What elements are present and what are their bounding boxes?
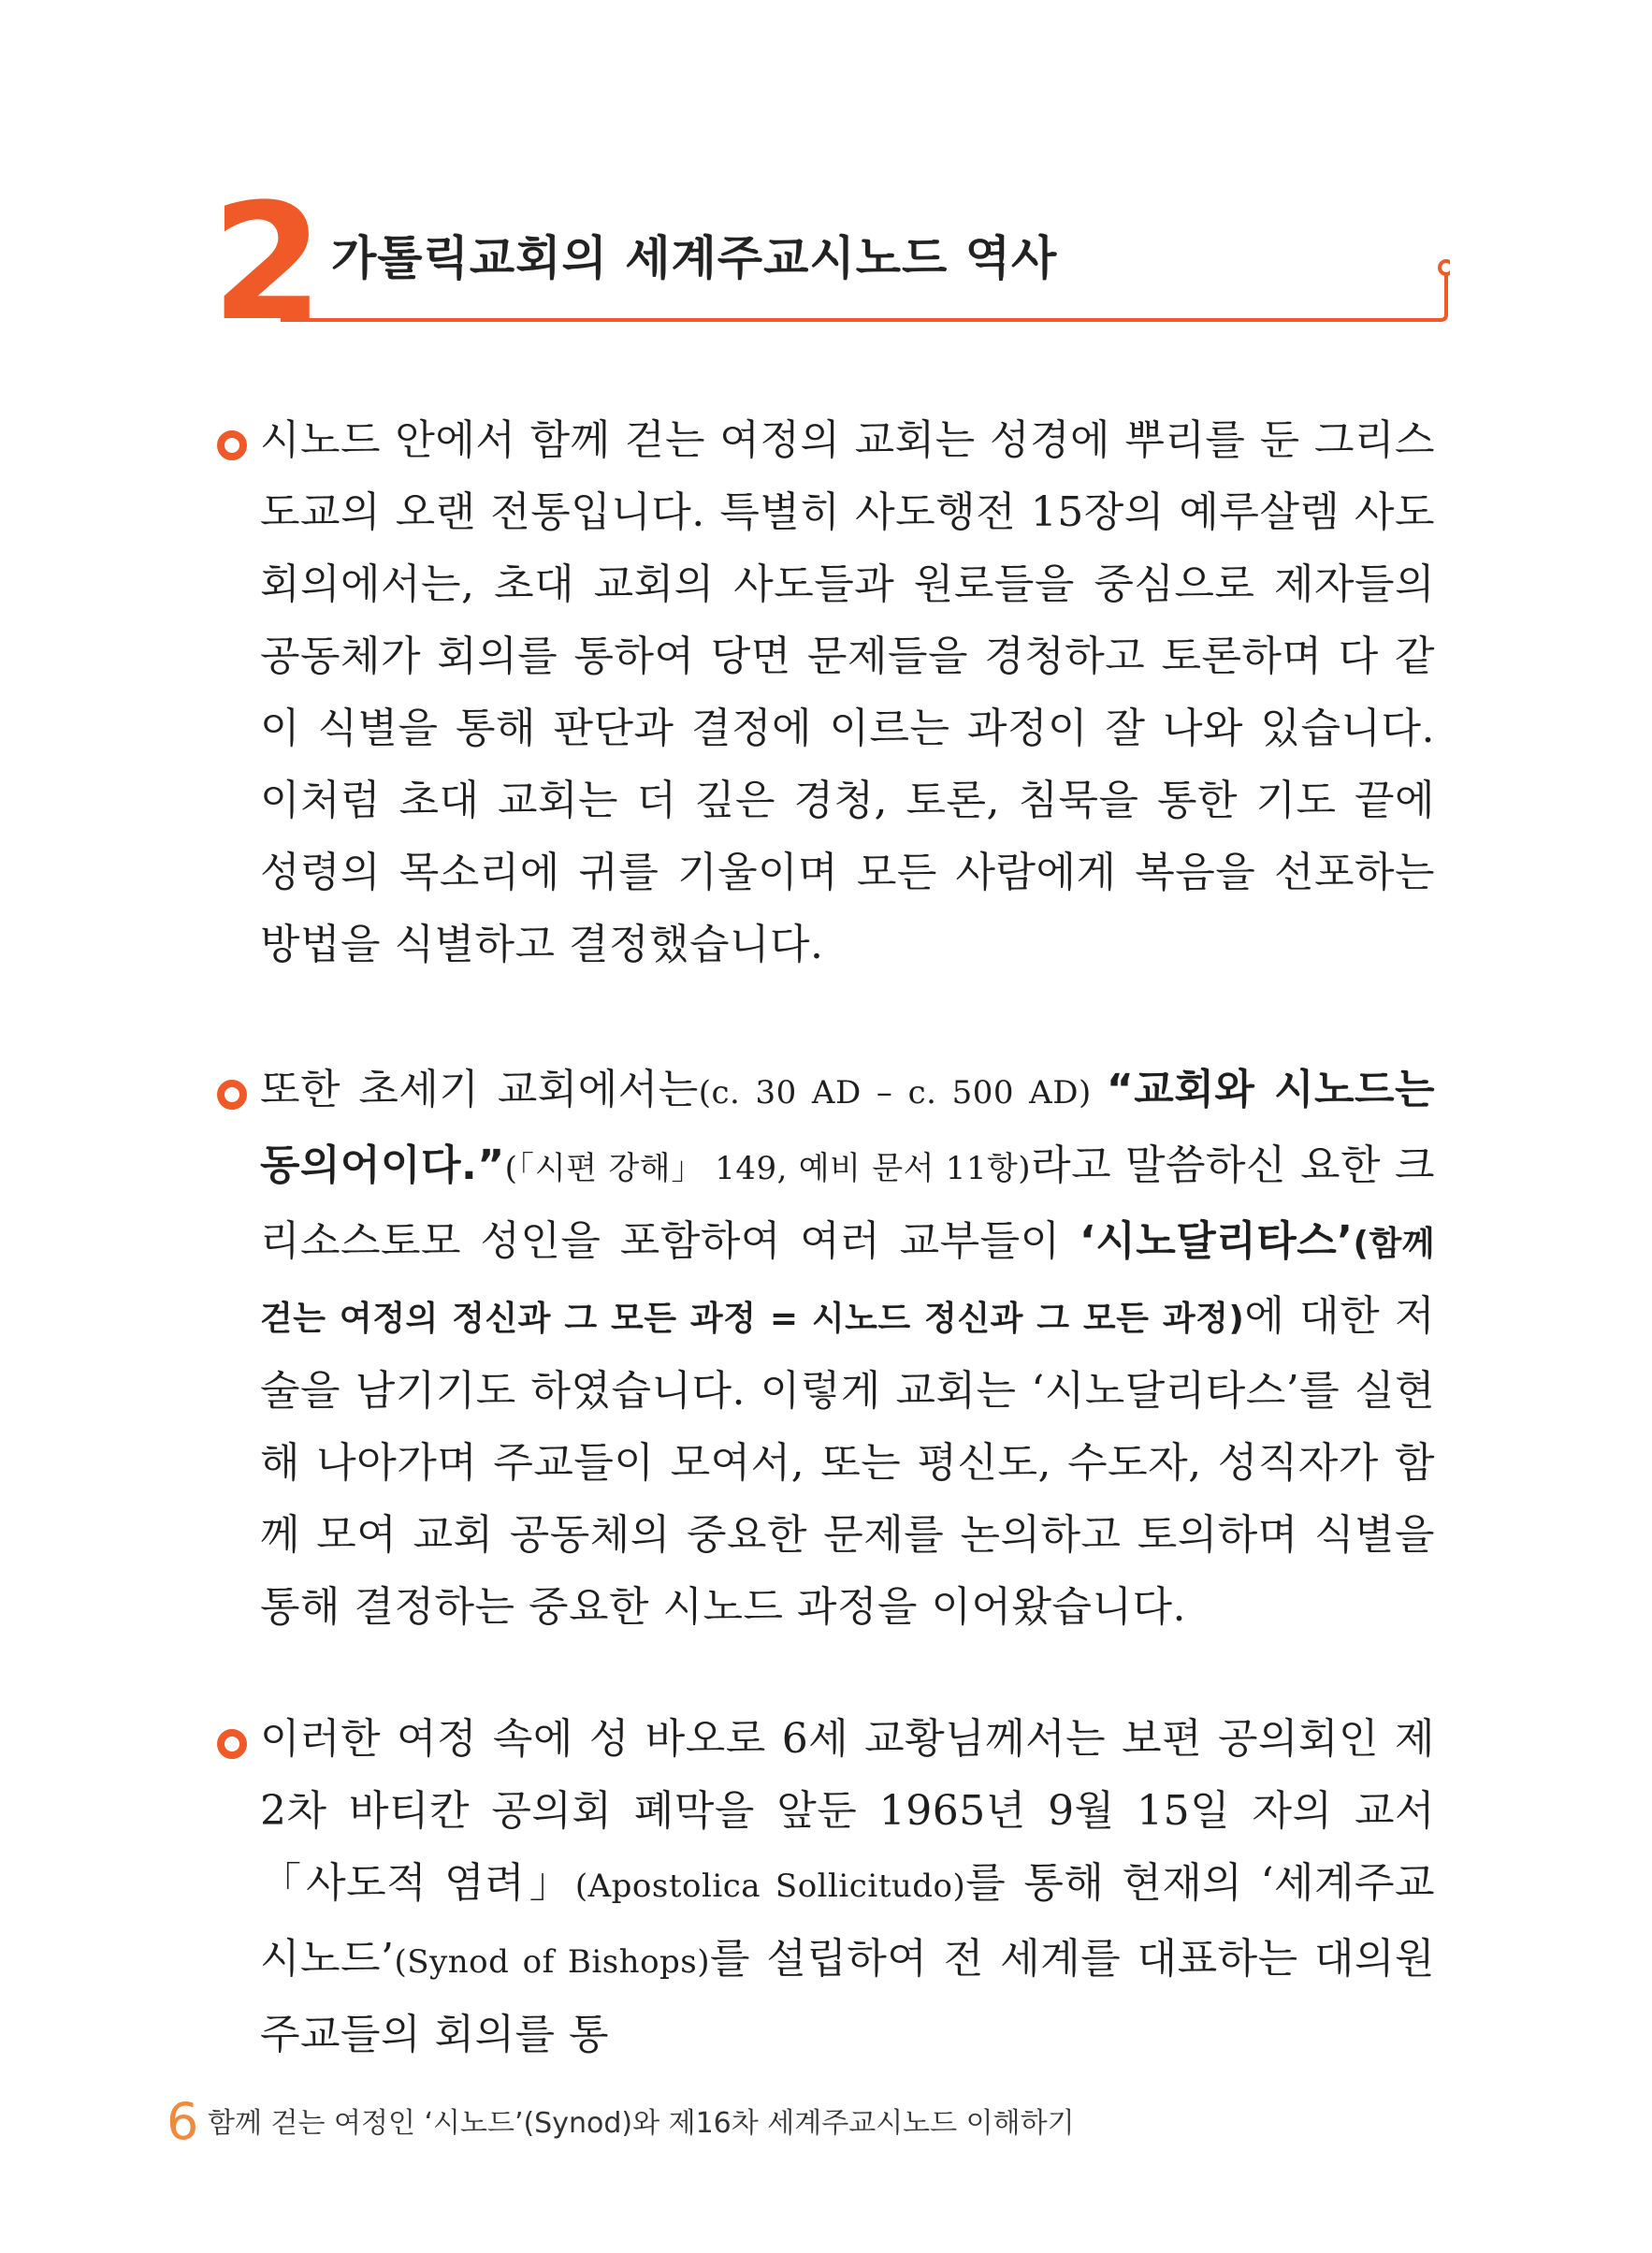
paragraph-text — [260, 1054, 1435, 1643]
bullet-ring-icon — [217, 1729, 247, 1759]
text-segment: “교회와 시노드는 동의어이다.” — [260, 1066, 1436, 1189]
underline-path — [281, 271, 1446, 320]
bullet-ring-icon — [217, 1080, 247, 1110]
section-underline — [281, 254, 1450, 329]
text-segment: (Synod of Bishops) — [394, 1943, 711, 1981]
paragraph-2 — [217, 1054, 1436, 1643]
text-segment: 에 대한 저술을 남기기도 하였습니다. 이렇게 교회는 ‘시노달리타스’를 실현해 나아가며 주교들이 모여서, 또는 평신도, 수도자, 성직자가 함께 모여 교회 공동체의 중요한 문제를 논의하고 토의하며 식별을 통해 결정하는 중요한 시노드 과정을 이어왔습니다. — [260, 1292, 1435, 1631]
text-segment: (c. 30 AD – c. 500 AD) — [698, 1074, 1107, 1112]
paragraph-text — [260, 1703, 1435, 2071]
underline-end-dot — [1440, 261, 1450, 274]
text-segment: 라고 말씀하신 요한 크리소스토모 성인을 포함하여 여러 교부들이 — [260, 1141, 1435, 1265]
section-number: 2 — [211, 168, 318, 356]
paragraph-1 — [217, 404, 1433, 981]
text-segment: 또한 초세기 교회에서는 — [260, 1066, 699, 1113]
text-segment: 시노드 안에서 함께 걷는 여정의 교회는 성경에 뿌리를 둔 그리스도교의 오랜 전통입니다. 특별히 사도행전 15장의 예루살렘 사도 회의에서는, 초대 교회의 사도들과 원로들을 중심으로 제자들의 공동체가 회의를 통하여 당면 문제들을 경청하고 토론하며 다 같이 식별을 통해 판단과 결정에 이르는 과정이 잘 나와 있습니다. 이처럼 초대 교회는 더 깊은 경청, 토론, 침묵을 통한 기도 끝에 성령의 목소리에 귀를 기울이며 모든 사람에게 복음을 선포하는 방법을 식별하고 결정했습니다. — [260, 416, 1435, 968]
section-title: 가톨릭교회의 세계주교시노드 역사 — [331, 231, 1058, 285]
page-number: 6 — [167, 2092, 199, 2151]
text-segment: (Apostolica Sollicitudo) — [574, 1868, 966, 1905]
paragraph-text — [260, 404, 1435, 981]
text-segment: 를 통해 현재의 ‘세계주교시노드’ — [260, 1859, 1435, 1983]
running-footer-title: 함께 걷는 여정인 ‘시노드’(Synod)와 제16차 세계주교시노드 이해하기 — [208, 2107, 1075, 2140]
text-segment: ‘시노달리타스’ — [1080, 1217, 1354, 1265]
text-segment: 이러한 여정 속에 성 바오로 6세 교황님께서는 보편 공의회인 제2차 바티칸 공의회 폐막을 앞둔 1965년 9월 15일 자의 교서 「사도적 염려」 — [260, 1715, 1435, 1907]
bullet-ring-icon — [217, 430, 247, 460]
text-segment: 를 설립하여 전 세계를 대표하는 대의원 주교들의 회의를 통 — [260, 1935, 1435, 2058]
text-segment: (함께 걷는 여정의 정신과 그 모든 과정 = 시노드 정신과 그 모든 과정) — [260, 1225, 1435, 1338]
paragraph-3 — [217, 1703, 1433, 2071]
text-segment: (「시편 강해」 149, 예비 문서 11항) — [504, 1150, 1032, 1187]
